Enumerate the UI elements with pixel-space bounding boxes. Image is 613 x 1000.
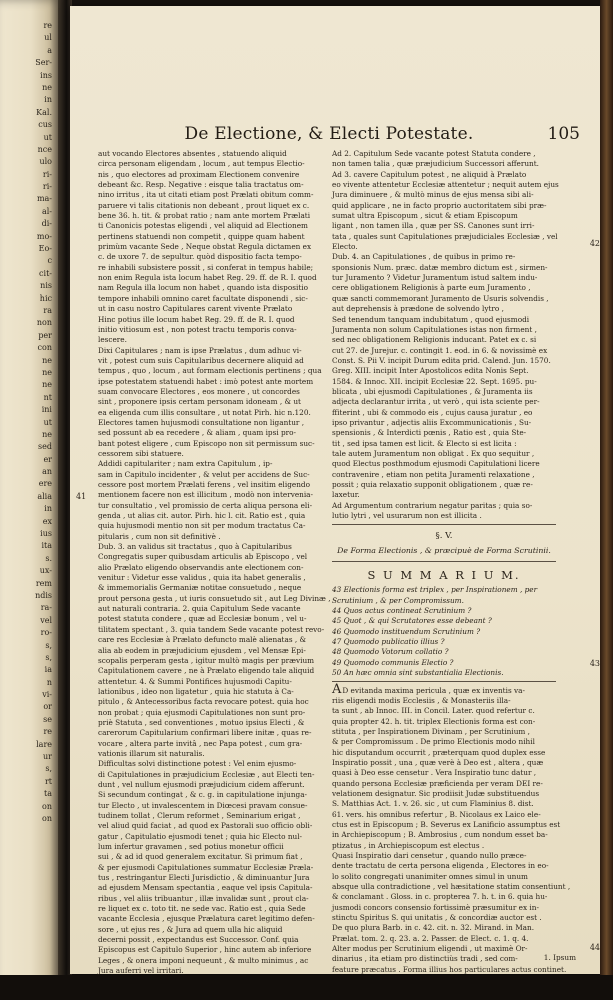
text-line: ribus , vel aliis tribuantur , illæ invalidæ sunt , prout cla- — [98, 893, 309, 903]
text-line: sumat ultra Episcopum , sicut & etiam Episcopum — [332, 211, 518, 221]
text-line: quod Electus posthmodum ejusmodi Capitulationi licere — [332, 459, 540, 469]
text-line: mentionem facere non est illicitum , modò non intervenia- — [98, 490, 313, 500]
text-line: Sed tenendum tanquam indubitatum , quod ejusmodi — [332, 314, 530, 324]
left-page-fragment: non — [36, 318, 52, 328]
text-line: non probat ; quia ejusmodi Capitulationes non sunt pro- — [98, 707, 306, 717]
text-line: tata , quales sunt Capitulationes præjudiciales Ecclesiæ , vel — [332, 231, 558, 241]
text-line: in Archiepiscopum ; B. Ambrosius , cum nondum esset ba- — [332, 830, 548, 840]
text-line: quia propter 42. h. tit. triplex Electionis forma est con- — [332, 716, 536, 726]
text-line: quæ sancti commemorant Juramento de Usuris solvendis , — [332, 293, 549, 303]
text-line: sint , proponere ipsis certam personam idoneam , & ut — [98, 397, 301, 407]
left-page-fragment: ra- — [40, 603, 52, 613]
text-line: Difficultas solvi distinctione potest : Vel enim ejusmo- — [98, 759, 297, 769]
text-line: vocare , altera parte invitâ , nec Papa potest , cum gra- — [98, 738, 303, 748]
text-line: cut 27. de Jurejur. c. contingit 1. eod. in 6. & novissimè ex — [332, 345, 548, 355]
left-page-fragment: vel — [40, 615, 52, 625]
drop-cap: A — [332, 682, 342, 698]
text-line: tur Juramento ? Videtur Juramentum istud saltem indu- — [332, 273, 538, 283]
text-line: sam in Capitulo incidenter , & velut per accidens de Suc- — [98, 469, 310, 479]
left-page-fragment: n — [46, 677, 52, 687]
text-line: Ad 3. cavere Capitulum potest , ne aliquid à Prælato — [332, 169, 527, 179]
text-line: Ad Argumentum contrarium negatur paritas ; quia so- — [332, 500, 533, 510]
text-line: lum infertur gravamen , sed potius monetur officii — [98, 842, 284, 852]
text-line: dunt , vel nullum ejusmodi præjudicium cidem afferunt. — [98, 779, 305, 789]
text-line: ti Canonicis potestas eligendi , vel aliquid ad Electionem — [98, 221, 308, 231]
left-page-fragment: ex — [42, 516, 52, 526]
text-line: quando persona Ecclesiæ præficienda per veram DEI re- — [332, 778, 543, 788]
text-line: vit , potest cum suis Capitularibus decernere aliquid ad — [98, 355, 304, 365]
left-page-fragment: on — [42, 801, 52, 811]
left-page-fragment: an — [42, 467, 52, 477]
text-line: sui , & ad id quod generalem excitatur. Si primum fiat , — [98, 852, 303, 862]
left-page-fragment: ne — [42, 355, 52, 365]
left-page-fragment: ne — [42, 82, 52, 92]
text-line: genda , ut alias cit. autor. Pirh. hic l. cit. Ratio est , quia — [98, 511, 306, 521]
left-page-fragment: ia — [44, 665, 52, 675]
text-line: quia hujusmodi mentio non sit per modum tractatus Ca- — [98, 521, 306, 531]
left-page-fragment: con — [37, 343, 52, 353]
left-page-fragment: hic — [39, 293, 52, 303]
summary-item: 47 Quomodo publicatio illius ? — [332, 637, 445, 647]
text-line: ipse potestatem statuendi habet : imò potest ante mortem — [98, 376, 314, 386]
text-line: decerni possit , expectandus est Successor. Conf. quia — [98, 935, 299, 945]
section-sign: §. V. — [435, 531, 453, 542]
left-page-fragment: ini — [41, 405, 52, 415]
text-line: & conclamant . Gloss. in c. propterea 7. h. t. in 6. quia hu- — [332, 892, 548, 902]
text-line: ad ejusdem Mensam spectantia , eaque vel ipsis Capitula- — [98, 883, 313, 893]
text-line: lo solito congregati unanimiter omnes simul in unum — [332, 871, 528, 881]
text-line: initio vitiosum est , non potest tractu temporis conva- — [98, 324, 297, 334]
summary-item: 48 Quomodo Votorum collatio ? — [332, 647, 449, 657]
left-page-fragment: nt — [43, 392, 52, 402]
text-line: Addidi capitulariter ; nam extra Capitulum , ip- — [98, 459, 273, 469]
text-line: non enim Regula ista locum habet Reg. 29. ff. de R. I. quod — [98, 273, 317, 283]
text-line: re liquet ex c. toto tit. ne sede vac. Ratio est , quia Sede — [98, 904, 306, 914]
text-line: jusmodi concors consensio fortissimè præsumitur ex in- — [332, 902, 539, 912]
text-line: sed possunt ab ea recedere , & aliam , quam ipsi pro- — [98, 428, 296, 438]
text-line: vel aliud quid faciat , ad quod ex Pastorali suo officio obli- — [98, 821, 313, 831]
text-line: ta sunt , ab Innoc. III. in Concil. Later. quod refertur c. — [332, 706, 535, 716]
text-line: vationis illarum sit naturalis. — [98, 748, 205, 758]
page-header — [94, 124, 580, 146]
text-line: pertinens statuendi non competit , quippe quam habent — [98, 231, 305, 241]
divider — [332, 561, 556, 562]
text-line: & immemorialis Germaniæ notitae consuetudo , neque — [98, 583, 302, 593]
summary-item: 44 Quos actus contineat Scrutinium ? — [332, 606, 472, 616]
text-line: primùm vacante Sede , Neque obstat Regula dictamen ex — [98, 242, 312, 252]
text-line: di Capitulationes in præjudicium Ecclesiæ , aut Electi ten- — [98, 769, 315, 779]
left-page-fragment: or — [43, 702, 52, 712]
text-line: tudinem tollat , Clerum reformet , Seminarium erigat , — [98, 811, 301, 820]
text-line: paruere vi talis citationis non debeant , prout liquet ex c. — [98, 200, 310, 210]
left-page-fragment: c — [47, 256, 52, 266]
left-page-fragment: ne — [42, 429, 52, 439]
left-page-fragment: ta — [44, 789, 52, 799]
text-line: cessorem sibi statuere. — [98, 448, 184, 458]
divider — [332, 524, 556, 525]
text-line: ptizatus , in Archiepiscopum est electus . — [332, 840, 485, 850]
summary-heading: S U M M A R I U M. — [367, 568, 521, 583]
text-line: care res Ecclesiæ à Prælato defuncto malè alienatas , & — [98, 635, 307, 645]
text-line: bant potest eligere , cum Episcopo non sit permissum suc- — [98, 438, 315, 448]
text-line: nis , quo electores ad proximam Electionem convenire — [98, 169, 300, 179]
background-cloth — [0, 975, 613, 1000]
text-line: spensionis , & Interdicti pœnis , Ratio est , quia Ste- — [332, 428, 527, 438]
left-page-fragment: ul — [44, 33, 52, 43]
left-page-fragment: re — [43, 21, 52, 30]
text-line: ctus est in Episcopum ; B. Severus ex Lanificio assumptus est — [332, 819, 561, 829]
book-cover-edge — [600, 0, 613, 1000]
left-page-text — [0, 20, 62, 850]
text-line: Prælat. tom. 2. q. 23. a. 2. Passer. de Elect. c. 1. q. 4. — [332, 933, 529, 943]
left-page-fragment: ins — [40, 70, 52, 80]
left-page-fragment: sed — [38, 442, 52, 452]
text-line: debeant &c. Resp. Negative : eisque talia tractatus om- — [98, 180, 304, 190]
text-line: velationem designatur. Sic prodiisit Judæ substituendus — [332, 788, 540, 798]
left-page-fragment: ut — [43, 132, 52, 142]
text-line: aut naturali contraria. 2. quia Capitulum Sede vacante — [98, 604, 301, 614]
text-line: Hinc potius ille locum habet Reg. 29. ff. de R. I. quod — [98, 314, 295, 324]
left-page-edge — [0, 0, 62, 1000]
text-line: lationibus , ideo non ligatetur , quia hic statuta à Ca- — [98, 686, 294, 696]
text-line: 61. vers. his omnibus refertur , B. Nicolaus ex Laico ele- — [332, 809, 541, 819]
text-line: cessore post mortem Prælati ferens , vel insitim eligendo — [98, 480, 310, 489]
text-line: tur Electo , ut invalescentem in Diœcesi pravam consue- — [98, 800, 308, 810]
text-line: Si secundum contingat , & c. g. in capitulatione injunga- — [98, 790, 308, 800]
text-line: pitularis , cum non sit definitivè . — [98, 531, 221, 541]
running-title: De Electione, & Electi Potestate. — [184, 124, 474, 144]
text-line: Leges , & onera imponi nequeunt , & multo minimus , ac — [98, 955, 309, 965]
text-line: Greg. XIII. incipit Inter Apostolicos edita Nonis Sept. — [332, 366, 529, 376]
text-span: D evitanda maxima pericula , quæ ex inventis va- — [342, 686, 525, 696]
text-line: feature præcatus . Forma illius hos particulares actus continet. — [332, 964, 567, 974]
left-page-fragment: nce — [37, 144, 52, 154]
marginal-number: 41 — [76, 492, 87, 501]
summary-item: 46 Quomodo instituendum Scrutinium ? — [332, 626, 481, 636]
text-line: gatur , Capitulatio ejusmodi tenet ; quia hic Electo nul- — [98, 831, 303, 841]
text-line: c. de uxore 7. de sepultur. quòd dispositio facta tempo- — [98, 252, 302, 262]
text-line: S. Matthias Act. 1. v. 26. sic , ut cum Flaminius 8. dist. — [332, 799, 534, 809]
left-page-fragment: ne — [42, 380, 52, 390]
text-line: eo vivente attentetur Ecclesiæ attentetur ; nequit autem ejus — [332, 180, 559, 190]
left-page-fragment: ere — [38, 479, 52, 489]
text-line: tilitatem spectant , 3. quia tandem Sede vacante potest revo- — [98, 624, 325, 634]
text-line: scopalis perperam gesta , igitur multò magis per prævium — [98, 655, 315, 665]
left-page-fragment: rt — [44, 776, 52, 786]
text-line: sed nec obligationem Religionis inducant. Patet ex c. si — [332, 335, 537, 345]
right-column-top — [332, 149, 559, 521]
text-line: alio Prælato eligendo observandis ante electionem con- — [98, 562, 304, 572]
text-line: riis eligendi modis Ecclesiis , & Monasteriis illa- — [332, 695, 511, 705]
text-line: aut deprehensis à prædone de solvendo lytro , — [332, 304, 504, 314]
divider — [332, 681, 556, 682]
left-page-fragment: cus — [38, 120, 52, 130]
summary-item: 43 Electionis forma est triplex , per Inspirationem , per — [332, 585, 538, 595]
left-page-fragment: on — [42, 814, 52, 823]
page-number: 105 — [547, 124, 580, 144]
left-page-fragment: cit- — [39, 268, 52, 278]
text-line: Electo. — [332, 242, 358, 252]
text-line: circa personam eligendam , locum , aut tempus Electio- — [98, 159, 305, 169]
text-line: Congregatis super quibusdam articulis ab Episcopo , vel — [98, 552, 308, 562]
text-line: ffiterint , ubi & commodo eis , cujus causa juratur , eo — [332, 407, 533, 417]
text-line: Dub. 3. an validus sit tractatus , quo à Capitularibus — [98, 542, 292, 552]
text-line: cere obligationem Religionis à parte eum Juramento , — [332, 283, 531, 293]
left-page-fragment: in — [44, 504, 52, 514]
text-line: possit ; quia relaxatio supponit obligationem , quæ re- — [332, 480, 533, 489]
left-page-fragment: re — [43, 727, 52, 737]
left-page-fragment: ma- — [36, 194, 52, 204]
text-line: Dixi Capitulares ; nam is ipse Prælatus , dum adhuc vi- — [98, 345, 302, 355]
text-line: Electores tamen hujusmodi consultatione non ligantur , — [98, 417, 305, 427]
left-page-fragment: s, — [45, 640, 52, 650]
text-line: absque ulla contradictione , vel hæsitatione statim consentiunt , — [332, 882, 571, 891]
text-line: quasi à Deo esse censetur . Vera Inspiratio tunc datur , — [332, 768, 537, 778]
left-page-fragment: ius — [40, 529, 52, 539]
left-page-fragment: ri- — [42, 169, 52, 179]
text-line — [332, 682, 556, 698]
text-line: lescere. — [98, 335, 127, 345]
text-line: & per Compromissum . De primo Electionis modo nihil — [332, 737, 535, 747]
text-line: aut vocando Electores absentes , statuendo aliquid — [98, 149, 287, 158]
left-page-fragment: a — [47, 45, 52, 55]
text-line: suam convocare Electores , eos monere , ut concordes — [98, 386, 300, 396]
summary-item: 50 An hæc omnia sint substantialia Electionis. — [332, 668, 504, 678]
left-page-fragment: ra — [43, 305, 52, 315]
text-line: non tamen talia , quæ præjudicium Successori afferunt. — [332, 159, 540, 169]
text-line: dinarius , ita etiam pro distinctiùs tradi , sed com- — [332, 954, 518, 964]
text-line: & per ejusmodi Capitulationes summatur Ecclesiæ Præla- — [98, 862, 314, 872]
marginal-number: 43 — [589, 659, 600, 668]
left-page-fragment: lare — [36, 739, 52, 749]
left-page-fragment: Eo- — [38, 244, 52, 254]
text-line: stituta , per Inspirationem Divinam , per Scrutinium , — [332, 726, 530, 736]
text-line: pitulo , & Antecessoribus facta revocare potest. quia hoc — [98, 697, 309, 707]
left-page-fragment: ulo — [39, 157, 52, 167]
left-page-fragment: nis — [40, 281, 52, 291]
text-line: tit , sed ipsa tamen est licit. & Electo si est licita : — [332, 438, 517, 448]
text-line: tus , restringantur Electi Jurisdictio , & diminuantur Jura — [98, 873, 310, 883]
text-line: dente tractatu de certa persona eligenda , Electores in eo- — [332, 861, 549, 871]
text-line: Inspiratio possit , una , quæ verè à Deo est , altera , quæ — [332, 757, 544, 767]
text-line: Capitulationem cavere , ne à Prælato eligendo tale aliquid — [98, 666, 315, 676]
text-line: venitur : Videtur esse validus , quia ita habet generalis , — [98, 573, 306, 583]
left-page-fragment: ita — [41, 541, 52, 551]
text-line: ligant , non tamen illa , quæ per SS. Canones sunt irri- — [332, 221, 535, 231]
text-line: Jura diminuere , & multò minus de ejus mensa sibi ali- — [332, 190, 534, 200]
text-line: tale autem Juramentum non obligat . Ex quo sequitur , — [332, 448, 535, 458]
left-page-fragment: ur — [43, 752, 52, 762]
left-page-fragment: mo- — [36, 231, 52, 241]
right-page — [70, 6, 602, 974]
left-page-fragment: ri- — [42, 182, 52, 192]
catchword: 1. Ipsum — [543, 953, 576, 962]
marginal-number: 44 — [589, 943, 600, 952]
text-line: tur consultatio , vel promissio de certa aliqua persona eli- — [98, 500, 313, 510]
left-page-fragment — [0, 838, 52, 850]
text-line: ea eligenda cum illis consultare , ut notat Pirh. hic n.120. — [98, 407, 311, 417]
text-line: tempore inhabili omnino caret facultate disponendi , sic- — [98, 293, 308, 303]
left-page-fragment: er — [43, 454, 52, 464]
text-line: lutio lytri , vel usurarum non est illicita . — [332, 511, 482, 521]
left-page-fragment: Ser- — [35, 58, 52, 68]
text-line: carerorum Capitularium confirmari libere initæ , quas re- — [98, 728, 312, 738]
text-line: adjecta declarantur irrita , ut verò , qui ista sciente per- — [332, 397, 540, 407]
text-line: attentetur. 4. & Summi Pontifices hujusmodi Capitu- — [98, 676, 292, 686]
left-page-fragment: ndis — [35, 590, 52, 600]
left-page-fragment: in — [44, 95, 52, 105]
marginal-number: 42 — [589, 239, 600, 248]
text-line: Const. S. Pii V. incipit Durum edita prid. Calend. Jun. 1570. — [332, 355, 551, 365]
text-line: nam Regula illa locum non habet , quando ista dispositio — [98, 283, 308, 293]
text-line: vacante Ecclesia , ejusque Prælatura caret legitimo defen- — [98, 914, 315, 924]
text-line: prout persona gesta , ut iuris consuetudo sit , aut Leg Divinæ , — [98, 593, 331, 603]
text-line: Jura auferri vel irritari. — [98, 966, 184, 976]
section-title: De Forma Electionis , & præcipuè de Forma Scrutinii. — [337, 546, 551, 556]
left-page-fragment: se — [43, 714, 52, 724]
text-line: sponsionis Num. præc. datæ membro dictum est , sirmen- — [332, 262, 548, 272]
text-line: blicata , ubi ejusmodi Capitulationes , & Juramenta iis — [332, 386, 533, 396]
text-line: Alter modus per Scrutinium eligendi , ut maximè Or- — [332, 944, 528, 954]
text-line: Ad 2. Capitulum Sede vacante potest Statuta condere , — [332, 149, 536, 158]
left-page-fragment: s, — [45, 652, 52, 662]
text-line: quid applicare , ne in facto proprio auctoritatem sibi præ- — [332, 200, 547, 210]
summary-item: Scrutinium , & per Compromissum. — [332, 595, 464, 605]
text-line: contravenire , etiam non petita Juramenti relaxatione , — [332, 469, 535, 479]
left-page-fragment: s. — [45, 553, 52, 563]
text-line: bene 36. h. tit. & probat ratio ; nam ante mortem Prælati — [98, 211, 311, 221]
left-column — [98, 149, 331, 997]
text-line: Quasi Inspiratio dari censetur , quando nullo præce- — [332, 850, 527, 860]
left-page-fragment: per — [38, 330, 52, 340]
text-line: tempus , quo , locum , aut formam electionis pertinens ; qua — [98, 366, 322, 376]
left-page-fragment: di- — [41, 219, 52, 229]
summary-item: 49 Quomodo communis Electio ? — [332, 657, 454, 667]
text-line: De quo plura Barb. in c. 42. cit. n. 32. Mirand. in Man. — [332, 923, 535, 933]
left-page-fragment — [0, 825, 52, 837]
text-line: hic disputandum occurrit , præterquam quod duplex esse — [332, 747, 546, 757]
text-line: re inhabili subsistere possit , si conferat in tempus habile; — [98, 262, 314, 272]
left-page-fragment: vi- — [42, 690, 52, 700]
summary-list — [332, 585, 556, 678]
text-line: Episcopus est Capitulo Superior , hinc autem ab inferiore — [98, 945, 312, 955]
text-line: laxetur. — [332, 490, 360, 500]
left-page-fragment: ne — [42, 367, 52, 377]
summary-item: 45 Quot , & qui Scrutatores esse debeant ? — [332, 616, 492, 626]
left-page-fragment: alia — [37, 491, 52, 501]
text-line: stinctu Spiritus S. qui unitatis , & concordiæ auctor est . — [332, 913, 542, 923]
left-page-fragment: ro- — [40, 628, 52, 638]
left-page-fragment: s, — [45, 764, 52, 774]
text-line: alia ab eodem in præjudicium ejusdem , vel Mensæ Epi- — [98, 645, 306, 655]
left-page-fragment: ux- — [39, 566, 52, 576]
left-page-fragment: al- — [41, 206, 52, 216]
text-line: Juramenta non solum Capitulationes istas non firment , — [332, 324, 537, 334]
text-line: sore , ut ejus res , & Jura ad quem ulla hic aliquid — [98, 924, 283, 934]
left-page-fragment: Kal. — [36, 107, 52, 117]
left-page-fragment: ut — [43, 417, 52, 427]
text-line: priè Statuta , sed conventiones , motuo ipsius Electi , & — [98, 717, 305, 727]
text-line: 1584. & Innoc. XII. incipit Ecclesiæ 22. Sept. 1695. pu- — [332, 376, 537, 386]
text-line: nino irritus , ita ut citati etiam post Prælati obitum comm- — [98, 190, 314, 200]
left-page-fragment: rem — [35, 578, 52, 588]
text-line: ut in casu nostro Capitulares carent vivente Prælato — [98, 304, 293, 314]
text-line: Dub. 4. an Capitulationes , de quibus in primo re- — [332, 252, 516, 262]
text-line: potest statuta condere , quæ ad Ecclesiæ bonum , vel u- — [98, 614, 307, 624]
text-line: ipso privantur , adjectis aliis Excommunicationis , Su- — [332, 417, 532, 427]
